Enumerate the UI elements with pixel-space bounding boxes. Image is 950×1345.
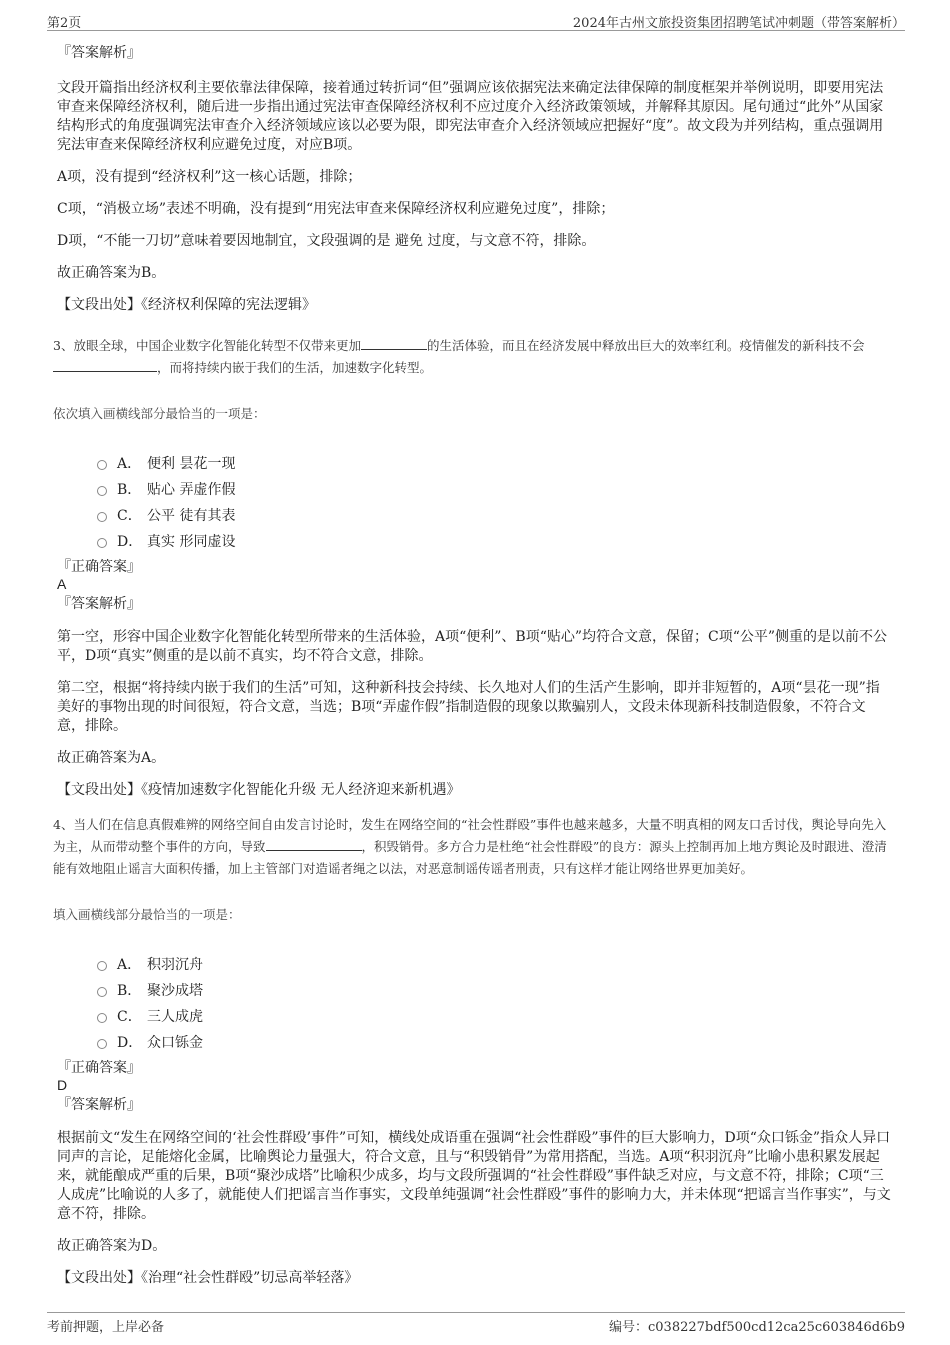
option-text: 公平 徒有其表 <box>147 508 236 524</box>
option-text: 贴心 弄虚作假 <box>147 482 236 498</box>
option-text: 三人成虎 <box>147 1009 203 1025</box>
analysis-paragraph: 第一空，形容中国企业数字化智能化转型所带来的生活体验，A项“便利”、B项“贴心”均符合文意，保留；C项“公平”侧重的是以前不公平，D项“真实”侧重的是以前不真实，均不符合文意，排除。 <box>57 629 888 664</box>
question-text: 的生活体验，而且在经济发展中释放出巨大的效率红利。疫情催发的新科技不会 <box>426 338 865 353</box>
page-footer <box>47 1312 905 1335</box>
question-3-stem <box>53 335 893 379</box>
analysis-paragraph: 根据前文“发生在网络空间的‘社会性群殴’事件”可知，横线处成语重在强调“社会性群殴”事件的巨大影响力，D项“众口铄金”指众人异口同声的言论，足能熔化金属，比喻舆论力量强大，符合文意，且与“积毁销骨”为常用搭配，当选。A项“积羽沉舟”比喻小患积累发展起来，就能酿成严重的后果，B项“聚沙成塔”比喻积少成多，均与文段所强调的“社会性群殴”事件缺乏对应，与文意不符，排除；C项“三人成虎”比喻说的人多了，就能使人们把谣言当作事实，文段单纯强调“社会性群殴”事件的影响力大，并未体现“把谣言当作事实”，与文意不符，排除。 <box>57 1130 891 1222</box>
document-title: 2024年古州文旅投资集团招聘笔试冲刺题（带答案解析） <box>572 16 905 31</box>
fill-blank <box>53 357 157 372</box>
analysis-paragraph: A项，没有提到“经济权利”这一核心话题，排除； <box>57 169 362 185</box>
source-citation: 【文段出处】《经济权利保障的宪法逻辑》 <box>57 297 316 313</box>
fill-blank <box>266 836 362 851</box>
option-letter: D． <box>117 1035 143 1051</box>
option-letter: C． <box>117 508 142 524</box>
option-text: 众口铄金 <box>147 1035 203 1051</box>
analysis-paragraph: 文段开篇指出经济权利主要依靠法律保障，接着通过转折词“但”强调应该依据宪法来确定法律保障的制度框架并举例说明，即要用宪法审查来保障经济权利，随后进一步指出通过宪法审查保障经济权利不应过度介入经济政策领域，并解释其原因。尾句通过“此外”从国家结构形式的角度强调宪法审查介入经济领域应该以必要为限，即宪法审查介入经济领域应把握好“度”。故文段为并列结构，重点强调用宪法审查来保障经济权利应避免过度，对应B项。 <box>57 80 884 153</box>
analysis-paragraph: 第二空，根据“将持续内嵌于我们的生活”可知，这种新科技会持续、长久地对人们的生活产生影响，即并非短暂的，A项“昙花一现”指美好的事物出现的时间很短，符合文意，当选；B项“弄虚作假”指制造假的现象以欺骗别人，文段未体现新科技制造假象，不符合文意，排除。 <box>57 680 880 734</box>
page-header <box>47 8 905 31</box>
radio-icon[interactable] <box>97 1013 107 1023</box>
question-text: ，而将持续内嵌于我们的生活，加速数字化转型。 <box>157 360 433 375</box>
fill-blank <box>361 335 427 350</box>
question-text: 4、当人们在信息真假难辨的网络空间自由发言讨论时，发生在网络空间的“社会性群殴”事件也越来越多，大量不明真相的网友口舌讨伐，舆论导向先入为主，从而带动整个事件的方向，导致 <box>53 817 887 854</box>
radio-icon[interactable] <box>97 486 107 496</box>
option-a[interactable] <box>97 450 893 476</box>
option-letter: D． <box>117 534 143 550</box>
analysis-label: 『答案解析』 <box>57 1097 141 1113</box>
correct-answer-label: 『正确答案』 <box>57 1060 141 1076</box>
radio-icon[interactable] <box>97 961 107 971</box>
option-text: 积羽沉舟 <box>147 957 203 973</box>
option-text: 聚沙成塔 <box>147 983 203 999</box>
radio-icon[interactable] <box>97 987 107 997</box>
main-content <box>53 44 893 1288</box>
option-letter: A． <box>117 957 142 973</box>
option-letter: C． <box>117 1009 142 1025</box>
option-d[interactable] <box>97 1029 893 1055</box>
option-letter: B． <box>117 482 142 498</box>
options-list <box>97 951 893 1055</box>
option-letter: B． <box>117 983 142 999</box>
answer-statement: 故正确答案为D。 <box>57 1238 167 1254</box>
correct-answer-label: 『正确答案』 <box>57 559 141 575</box>
radio-icon[interactable] <box>97 512 107 522</box>
correct-answer: A <box>57 576 67 592</box>
document-id: 编号：c038227bdf500cd12ca25c603846d6b9 <box>609 1320 905 1335</box>
analysis-paragraph: D项，“不能一刀切”意味着要因地制宜，文段强调的是 避免 过度，与文意不符，排除。 <box>57 233 596 249</box>
correct-answer: D <box>57 1077 68 1093</box>
option-c[interactable] <box>97 502 893 528</box>
analysis-label: 『答案解析』 <box>57 596 141 612</box>
question-text: 3、放眼全球，中国企业数字化智能化转型不仅带来更加 <box>53 338 361 353</box>
answer-statement: 故正确答案为A。 <box>57 750 166 766</box>
option-c[interactable] <box>97 1003 893 1029</box>
option-b[interactable] <box>97 977 893 1003</box>
option-text: 便利 昙花一现 <box>147 456 236 472</box>
footer-slogan: 考前押题，上岸必备 <box>47 1320 165 1335</box>
options-list <box>97 450 893 554</box>
radio-icon[interactable] <box>97 460 107 470</box>
radio-icon[interactable] <box>97 1039 107 1049</box>
radio-icon[interactable] <box>97 538 107 548</box>
answer-statement: 故正确答案为B。 <box>57 265 166 281</box>
question-prompt: 填入画横线部分最恰当的一项是： <box>53 906 241 922</box>
option-text: 真实 形同虚设 <box>147 534 236 550</box>
question-4-stem <box>53 814 893 880</box>
source-citation: 【文段出处】《疫情加速数字化智能化升级 无人经济迎来新机遇》 <box>57 782 461 798</box>
page-number: 第2页 <box>47 16 82 31</box>
question-text: ，积毁销骨。多方合力是杜绝“社会性群殴”的良方：源头上控制再加上地方舆论及时跟进、澄清能有效地阻止谣言大面积传播，加上主管部门对造谣者绳之以法，对恶意制谣传谣者刑责，只有这样才能让网络世界更加美好。 <box>53 839 887 876</box>
analysis-label: 『答案解析』 <box>57 45 141 61</box>
option-letter: A． <box>117 456 142 472</box>
question-prompt: 依次填入画横线部分最恰当的一项是： <box>53 405 266 421</box>
analysis-paragraph: C项，“消极立场”表述不明确，没有提到“用宪法审查来保障经济权利应避免过度”，排除； <box>57 201 615 217</box>
option-d[interactable] <box>97 528 893 554</box>
source-citation: 【文段出处】《治理“社会性群殴”切忌高举轻落》 <box>57 1270 359 1286</box>
option-b[interactable] <box>97 476 893 502</box>
option-a[interactable] <box>97 951 893 977</box>
